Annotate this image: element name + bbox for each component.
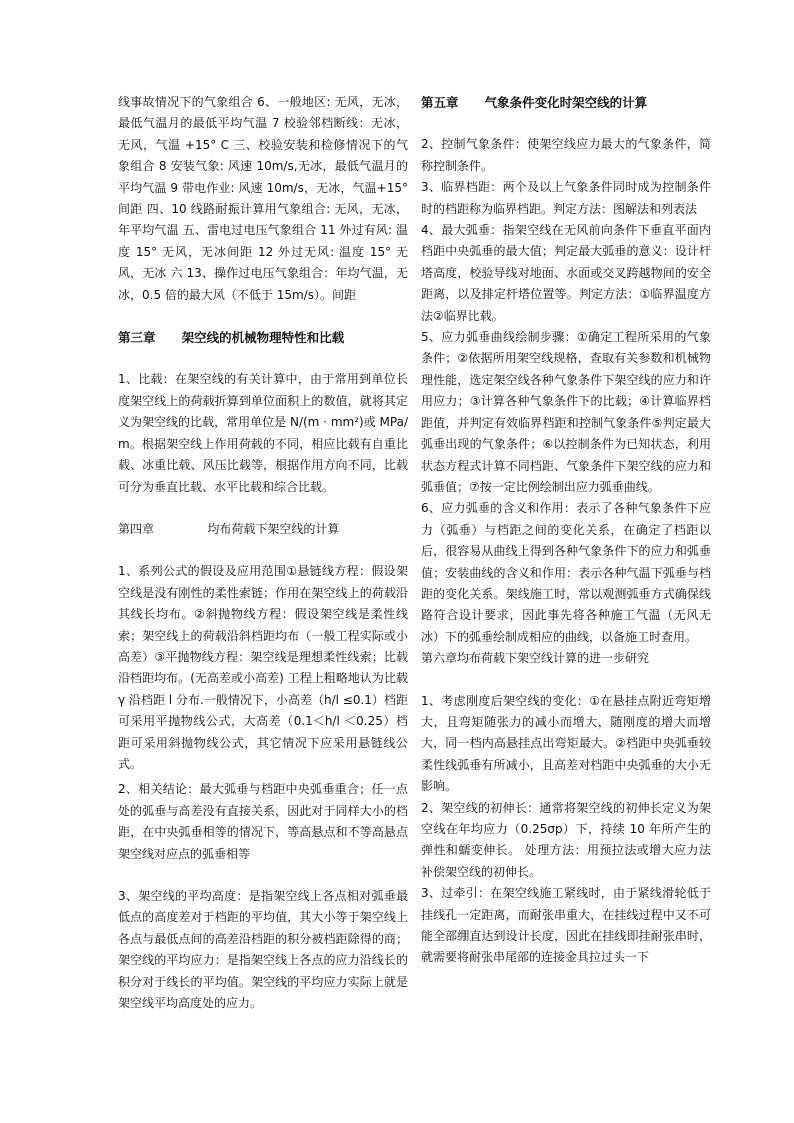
chapter-6-heading: 第六章均布荷载下架空线计算的进一步研究 — [421, 651, 650, 666]
stress-sag-meaning-paragraph: 6、应力弧垂的含义和作用：表示了各种气象条件下应力（弧垂）与档距之间的变化关系，在确定了档距以后，很容易从曲线上得到各种气象条件下的应力和弧垂值；安装曲线的含义和作用：表示各种气温下弧垂与档距的变化关系。架线施工时，常以观测弧垂方式确保线路符合设计要求，因此事先将各种施工气温（无风无冰）下的弧垂绘制成相应的曲线，以备施工时查用。 — [421, 501, 711, 644]
over-traction-paragraph: 3、过牵引：在架空线施工紧线时，由于紧线滑轮低于挂线孔一定距离，而耐张串重大，在挂线过程中又不可能全部绷直达到设计长度，因此在挂线即挂耐张串时，就需要将耐张串尾部的连接金具拉过头一下 — [421, 886, 711, 965]
specific-load-paragraph: 1、比载：在架空线的有关计算中，由于常用到单位长度架空线上的荷载折算到单位面积上的数值，就将其定义为架空线的比载，常用单位是 N/(m · mm²)或 MPa/m。根据架空线上作用荷载的不同，相应比载有自重比载、冰重比载、风压比载等，根据作用方向不同，比载可分为垂直比载、水平比载和综合比载。 — [118, 372, 408, 494]
chapter-5-heading: 第五章 气象条件变化时架空线的计算 — [421, 95, 648, 110]
maximum-sag-paragraph: 4、最大弧垂：指架空线在无风前向条件下垂直平面内档距中央弧垂的最大值；判定最大弧垂的意义：设计杆塔高度，校验导线对地面、水面或交叉跨越物间的安全距离，以及排定杆塔位置等。判定方法：①临界温度方法②临界比载。 — [421, 223, 711, 323]
average-height-paragraph: 3、架空线的平均高度：是指架空线上各点相对弧垂最低点的高度差对于档距的平均值，其大小等于架空线上各点与最低点间的高差沿档距的积分被档距除得的商；架空线的平均应力：是指架空线上各点的应力沿线长的积分对于线长的平均值。架空线的平均应力实际上就是架空线平均高度处的应力。 — [118, 889, 408, 1011]
initial-elongation-paragraph: 2、架空线的初伸长：通常将架空线的初伸长定义为架空线在年均应力（0.25σp）下，持续 10 年所产生的弹性和蠕变伸长。 处理方法：用预拉法或增大应力法补偿架空线的初伸长。 — [421, 800, 711, 879]
control-conditions-paragraph: 2、控制气象条件：使架空线应力最大的气象条件，简称控制条件。 — [421, 137, 711, 173]
formula-assumptions-paragraph: 1、系列公式的假设及应用范围①悬链线方程：假设架空线是没有刚性的柔性索链；作用在架空线上的荷载沿其线长均布。②斜抛物线方程：假设架空线是柔性线索；架空线上的荷载沿斜档距均布（一般工程实际或小高差）③平抛物线方程：架空线是理想柔性线索；比载沿档距均布。(无高差或小高差) 工程上粗略地认为比载 γ 沿档距 l 分布.一般情况下，小高差（h/l ≤0.1）档距可采用平抛物线公式，大高差（0.1＜h/l ＜0.25）档距可采用斜抛物线公式，其它情况下应采用悬链线公式。 — [118, 564, 408, 771]
critical-span-paragraph: 3、临界档距：两个及以上气象条件同时成为控制条件时的档距称为临界档距。判定方法：图解法和列表法 — [421, 180, 711, 216]
chapter-3-heading: 第三章 架空线的机械物理特性和比载 — [118, 330, 345, 346]
related-conclusions-paragraph: 2、相关结论：最大弧垂与档距中央弧垂重合；任一点处的弧垂与高差没有直接关系，因此对于同样大小的档距，在中央弧垂相等的情况下，等高悬点和不等高悬点架空线对应点的弧垂相等 — [118, 782, 408, 861]
stress-sag-curve-paragraph: 5、应力弧垂曲线绘制步骤：①确定工程所采用的气象条件；②依据所用架空线规格，查取有关参数和机械物理性能，选定架空线各种气象条件下架空线的应力和许用应力；③计算各种气象条件下的比载；④计算临界档距值，并判定有效临界档距和控制气象条件⑤判定最大弧垂出现的气象条件；⑥以控制条件为已知状态，利用状态方程式计算不同档距、气象条件下架空线的应力和弧垂值；⑦按一定比例绘制出应力弧垂曲线。 — [421, 330, 711, 494]
right-column — [421, 92, 711, 969]
weather-combination-paragraph: 线事故情况下的气象组合 6、一般地区: 无风，无冰，最低气温月的最低平均气温 7 校验邻档断线：无冰，无风，气温 +15° C 三、校验安装和检修情况下的气象组合 8 安装气象: 风速 10m/s,无冰，最低气温月的平均气温 9 带电作业: 风速 10m/s，无冰，气温+15° 间距 四、10 线路耐振计算用气象组合: 无风，无冰，年平均气温 五、雷电过电压气象组合 11 外过有风: 温度 15° 无风，无冰间距 12 外过无风: 温度 15° 无风，无冰 六 13、操作过电压气象组合：年均气温，无冰，0.5 倍的最大风（不低于 15m/s）。间距 — [118, 95, 408, 302]
chapter-4-heading: 第四章 均布荷载下架空线的计算 — [118, 521, 340, 536]
left-column — [118, 92, 408, 1014]
stiffness-effect-paragraph: 1、考虑刚度后架空线的变化：①在悬挂点附近弯矩增大，且弯矩随张力的减小而增大，随刚度的增大而增大，同一档内高悬挂点出弯矩最大。②档距中央弧垂较柔性线弧垂有所减小，且高差对档距中央弧垂的大小无影响。 — [421, 693, 711, 794]
